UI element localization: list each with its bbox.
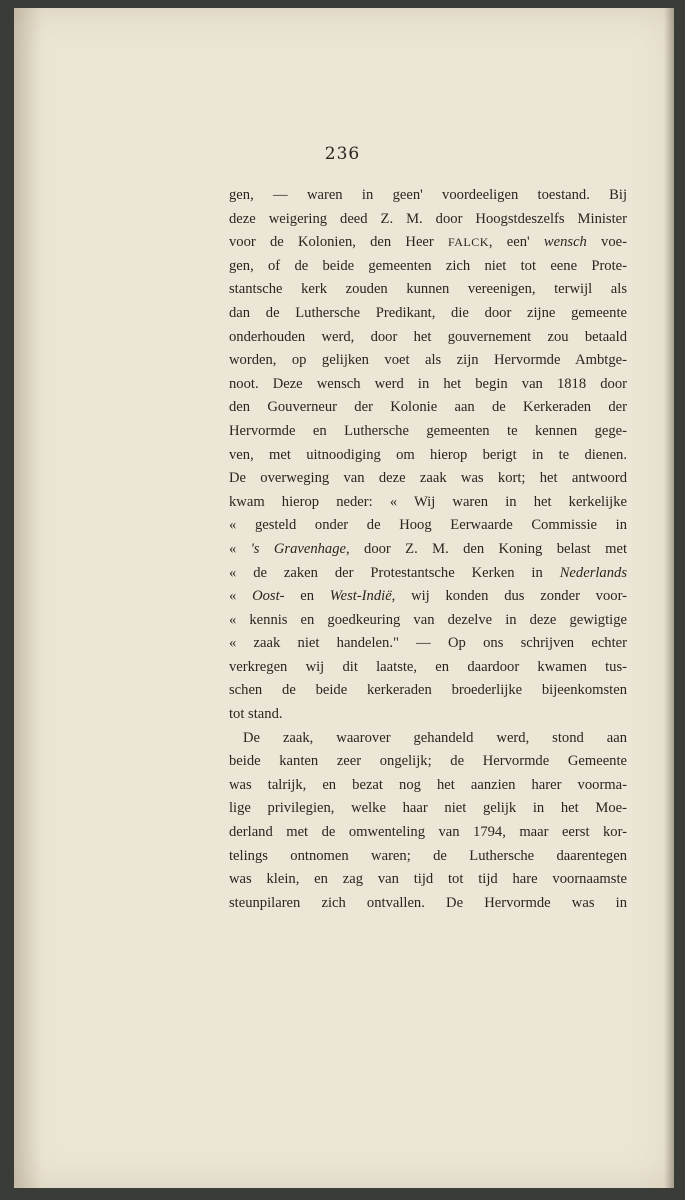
text-line: « 's Gravenhage, door Z. M. den Koning belast met (229, 540, 627, 557)
text-line: telings ontnomen waren; de Luthersche daarentegen (229, 847, 627, 864)
text-line: noot. Deze wensch werd in het begin van 1818 door (229, 375, 627, 392)
text-line: ven, met uitnoodiging om hierop berigt in te dienen. (229, 446, 627, 463)
text-line: beide kanten zeer ongelijk; de Hervormde Gemeente (229, 753, 627, 770)
text-line: gen, of de beide gemeenten zich niet tot eene Prote- (229, 257, 627, 274)
text-line: voor de Kolonien, den Heer FALCK, een' wensch voe- (229, 234, 627, 251)
text-line: Hervormde en Luthersche gemeenten te kennen gege- (229, 422, 627, 439)
text-line: « Oost- en West-Indië, wij konden dus zonder voor- (229, 588, 627, 605)
page-gutter-shadow (14, 8, 42, 1188)
text-line: « zaak niet handelen." — Op ons schrijven echter (229, 635, 627, 652)
text-line: steunpilaren zich ontvallen. De Hervormde was in (229, 894, 627, 911)
text-line: De zaak, waarover gehandeld werd, stond aan (243, 729, 627, 746)
body-text (229, 184, 627, 915)
text-line: « gesteld onder de Hoog Eerwaarde Commissie in (229, 517, 627, 534)
text-line: De overweging van deze zaak was kort; het antwoord (229, 470, 627, 487)
text-line: derland met de omwenteling van 1794, maar eerst kor- (229, 824, 627, 841)
text-line: schen de beide kerkeraden broederlijke bijeenkomsten (229, 682, 627, 699)
text-line: deze weigering deed Z. M. door Hoogstdeszelfs Minister (229, 210, 627, 227)
text-line: den Gouverneur der Kolonie aan de Kerkeraden der (229, 399, 627, 416)
text-line: kwam hierop neder: « Wij waren in het kerkelijke (229, 493, 627, 510)
page-right-edge (664, 8, 674, 1188)
page-number: 236 (324, 144, 361, 164)
text-line: tot stand. (229, 706, 283, 723)
text-line: was talrijk, en bezat nog het aanzien harer voorma- (229, 776, 627, 793)
text-line: « de zaken der Protestantsche Kerken in Nederlands (229, 564, 627, 581)
text-line: worden, op gelijken voet als zijn Hervormde Ambtge- (229, 352, 627, 369)
text-line: stantsche kerk zouden kunnen vereenigen, terwijl als (229, 281, 627, 298)
text-line: onderhouden werd, door het gouvernement zou betaald (229, 328, 627, 345)
text-line: lige privilegien, welke haar niet gelijk in het Moe- (229, 800, 627, 817)
text-line: « kennis en goedkeuring van dezelve in deze gewigtige (229, 611, 627, 628)
text-line: verkregen wij dit laatste, en daardoor kwamen tus- (229, 658, 627, 675)
text-line: was klein, en zag van tijd tot tijd hare voornaamste (229, 871, 627, 888)
text-line: dan de Luthersche Predikant, die door zijne gemeente (229, 304, 627, 321)
text-line: gen, — waren in geen' voordeeligen toestand. Bij (229, 187, 627, 203)
